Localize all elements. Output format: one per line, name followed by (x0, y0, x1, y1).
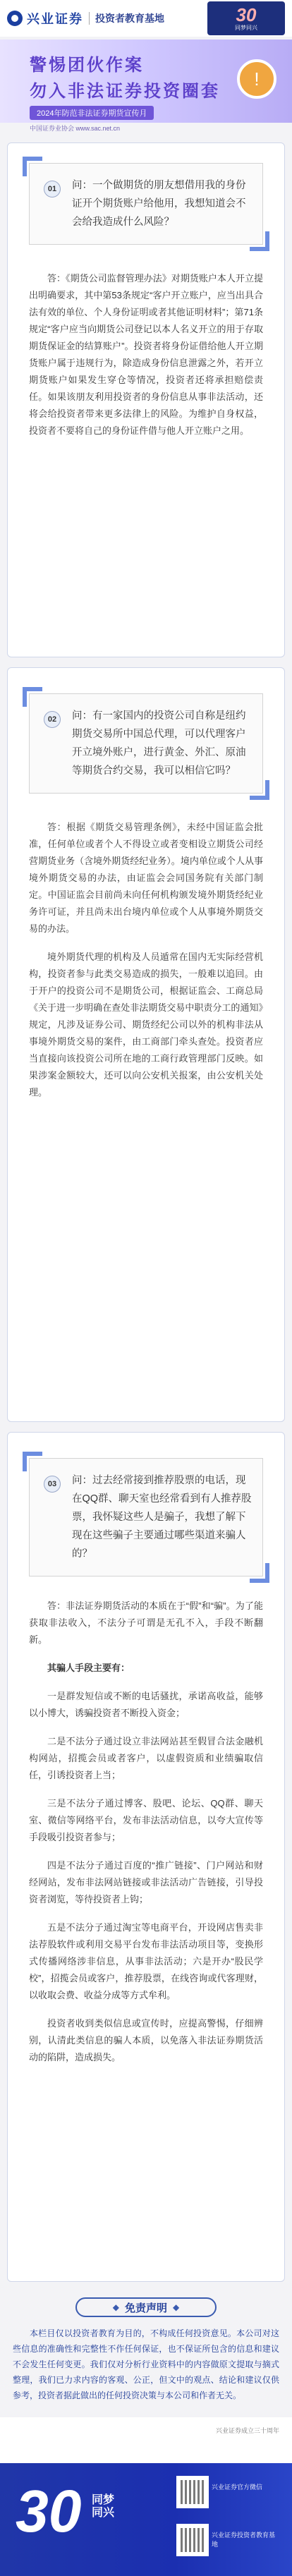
answer-subheading: 其骗人手段主要有： (47, 1663, 130, 1673)
edu-base-label: 投资者教育基地 (95, 13, 164, 24)
answer-paragraph: 投资者收到类似信息或宣传时，应提高警惕，仔细辨别，认清此类信息的骗人本质，以免落入非法证券期货活动的陷阱，造成损失。 (29, 2018, 263, 2062)
corner-decor (23, 687, 42, 707)
corner-decor (23, 157, 42, 176)
corner-decor (23, 1452, 42, 1471)
answer-paragraph: 一是群发短信或不断的电话骚扰，承诺高收益，能够以小博大，诱骗投资者不断投入资金； (29, 1691, 263, 1718)
answer-paragraph: 答：《期货公司监督管理办法》对期货账户本人开立提出明确要求，其中第53条规定“客户开立账户，应当出具合法有效的单位、个人身份证明或者其他证明材料”；第71条规定“客户应当向期货公司登记以本人名义开立的用于存取期货保证金的结算账户”。投资者将身份证借给他人开立期货账户属于违规行为，除造成身份信息泄露之外，若开立期货账户如果发生穿仓等情况，投资者还将承担赔偿责任。如果该朋友利用投资者的身份信息从事非法活动，还将会给投资者带来更多法律上的风险。为维护自身权益，投资者不要将自己的身份证件借与他人开立账户之用。 (29, 273, 263, 436)
banner-site: 中国证券业协会 www.sac.net.cn (30, 125, 121, 132)
answer (8, 819, 284, 1101)
question-box (29, 693, 263, 794)
top-bar (0, 0, 292, 37)
diamond-icon: ◆ (173, 2302, 180, 2312)
brand-logo (7, 9, 83, 28)
diamond-icon: ◆ (112, 2302, 119, 2312)
corner-decor (250, 231, 269, 251)
anniversary-badge (207, 1, 285, 35)
banner-title-1: 警惕团伙作案 (30, 56, 144, 75)
qa-card-2 (7, 667, 285, 1422)
answer (8, 1598, 284, 2066)
warning-badge-icon: ! (237, 59, 276, 99)
question-text: 问：一个做期货的朋友想借用我的身份证开个期货账户给他用，我想知道会不会给我造成什么风险？ (72, 180, 246, 228)
anniversary-text: 同梦同兴 (235, 24, 257, 31)
qr-label-1: 兴业证券官方微信 (212, 2484, 263, 2491)
question-number: 02 (44, 711, 61, 728)
answer-paragraph: 答：非法证券期货活动的本质在于“假”和“骗”。为了能获取非法收入，不法分子可谓是无孔不入，手段不断翻新。 (29, 1600, 263, 1645)
question-box (29, 1458, 263, 1576)
question-number: 01 (44, 181, 61, 198)
anniversary-30: 30 (16, 2478, 82, 2544)
answer-paragraph: 境外期货代理的机构及人员遁常在国内无实际经营机构，投资者参与此类交易造成的损失，一般难以追回。由于开户的投资公司不是期货公司，根据证监会、工商总局《关于进一步明确在查处非法期货交易中职责分工的通知》规定，凡涉及证券公司、期货经纪公司以外的机构非法从事境外期货交易的案件，由工商部门牵头查处。投资者应当直接向该投资公司所在地的工商行政管理部门反映。如果涉案金额较大，还可以向公安机关报案，由公安机关处理。 (29, 952, 263, 1098)
answer-paragraph: 四是不法分子通过百度的“推广链接”、门户网站和财经网站，发布非法网站链接或非法活动广告链接，引导投资者浏览，等待投资者上钩； (29, 1860, 263, 1904)
disclaimer-text: 本栏目仅以投资者教育为目的，不构成任何投资意见。本公司对这些信息的准确性和完整性不作任何保证，也不保证所包含的信息和建议不会发生任何变更。我们仅对分析行业资料中的内容做原文提取与摘式整理，我们已力求内容的客观、公正，但文中的观点、结论和建议仅供参考，投资者据此做出的任何投资决策与本公司和作者无关。 (13, 2328, 279, 2400)
question-number: 03 (44, 1476, 61, 1493)
footer-banner (0, 2463, 292, 2576)
footer-slogan: 兴业证券成立三十周年 (215, 2427, 279, 2434)
answer-paragraph: 答：根据《期货交易管理条例》，未经中国证监会批准，任何单位或者个人不得设立或者变相设立期货公司经营期货业务（含境外期货经纪业务）。境内单位或个人从事境外期货交易的办法，由证监会会同国务院有关部门制定。中国证监会目前尚未向任何机构颁发境外期货经纪业务许可证，并且尚未出台境内单位或个人从事境外期货交易的办法。 (29, 822, 263, 934)
answer-paragraph: 三是不法分子通过博客、股吧、论坛、QQ群、聊天室、微信等网络平台，发布非法活动信息，以夸大宣传等手段吸引投资者参与； (29, 1798, 263, 1842)
qr-label-2: 兴业证券投资者教育基地 (212, 2532, 276, 2548)
question-box (29, 163, 263, 245)
answer (8, 270, 284, 439)
disclaimer-title-text: 免责声明 (124, 2302, 167, 2314)
qa-card-1 (7, 142, 285, 657)
anniversary-number: 30 (236, 4, 257, 25)
answer-paragraph: 五是不法分子通过淘宝等电商平台，开设网店售卖非法荐股软件或利用交易平台发布非法活动项目等，变换形式传播网络涉非信息，从事非法活动；六是开办“股民学校”，招揽会员或客户，推荐股票，在线咨询或代客理财，以收取会费、收益分成等方式牟利。 (29, 1922, 263, 2000)
qa-card-3 (7, 1432, 285, 2282)
answer-paragraph: 二是不法分子通过设立非法网站甚至假冒合法金融机构网站，招揽会员或者客户，以虚假资质和业绩骗取信任，引诱投资者上当； (29, 1736, 263, 1780)
banner-tag: 2024年防范非法证券期货宣传月 (30, 106, 154, 120)
question-text: 问：有一家国内的投资公司自称是纽约期货交易所中国总代理，可以代理客户开立境外账户，进行黄金、外汇、原油等期货合约交易，我可以相信它吗？ (72, 710, 246, 777)
footer-motto: 同梦 同兴 (92, 2494, 115, 2519)
disclaimer-title (75, 2297, 217, 2317)
footer (0, 2417, 292, 2576)
brand-mark-icon (7, 11, 23, 26)
qr-code-icon (176, 2524, 209, 2556)
banner-title-2: 勿入非法证券投资圈套 (30, 82, 220, 101)
divider (89, 12, 90, 25)
question-text: 问：过去经常接到推荐股票的电话，现在QQ群、聊天室也经常看到有人推荐股票，我怀疑这些人是骗子，我想了解下现在这些骗子主要通过哪些渠道来骗人的？ (72, 1475, 252, 1560)
corner-decor (250, 780, 269, 800)
qr-code-icon (176, 2476, 209, 2508)
campaign-banner (0, 40, 292, 132)
brand-name: 兴业证券 (27, 12, 83, 26)
corner-decor (250, 1563, 269, 1583)
